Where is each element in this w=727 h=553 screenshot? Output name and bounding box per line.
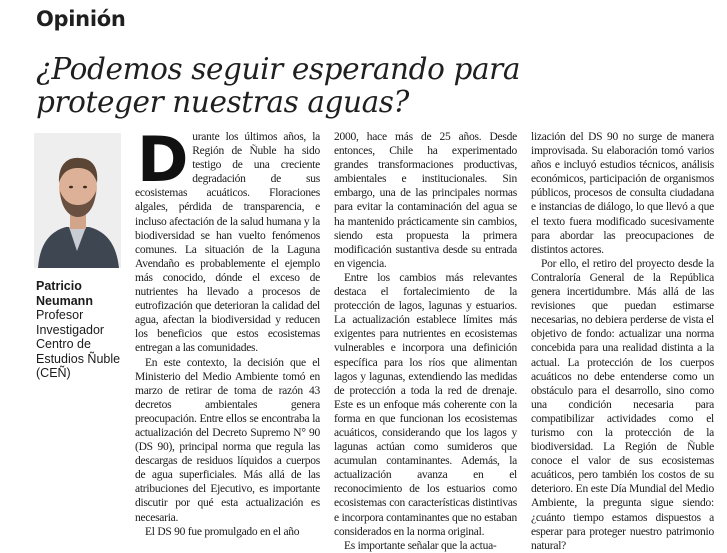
paragraph: Entre los cambios más relevantes destaca el fortalecimiento de la protección de lagos, lagunas y estuarios. La actualización establece límites más exigentes para nutrientes en ecosistemas vulnerables e incorpora una definición específica para los ríos que alimentan lagos y lagunas, extendiendo las medidas de protección a toda la red de drenaje. Este es un enfoque más coherente con la forma en que funcionan los ecosistemas acuáticos, considerando que los lagos y lagunas actúan como sumideros que acumulan contaminantes. Además, la actualización avanza en el reconocimiento de los estuarios como ecosistemas con características distintivas e incorpora contaminantes que no estaban considerados en la norma original. (334, 271, 517, 538)
author-role-4: Estudios Ñuble (36, 351, 121, 366)
author-role-1: Profesor (36, 308, 84, 322)
author-role-5: (CEÑ) (36, 366, 71, 380)
author-last-name: Neumann (36, 293, 93, 308)
author-first-name: Patricio (36, 279, 82, 293)
author-byline (36, 279, 132, 381)
paragraph: Por ello, el retiro del proyecto desde la Contraloría General de la República genera incertidumbre. Más allá de las revisiones que puedan estimarse necesarias, no debiera perderse de vista el objetivo de fondo: actualizar una norma concebida para una realidad distinta a la actual. La protección de los cuerpos acuáticos no debe entenderse como un obstáculo para el desarrollo, sino como una condición necesaria para compatibilizar actividades como el turismo con la protección de la biodiversidad. La Región de Ñuble conoce el valor de sus ecosistemas acuáticos, pero también los costos de su deterioro. En este Día Mundial del Medio Ambiente, la pregunta sigue siendo: ¿cuánto tiempo estamos dispuestos a esperar para proteger nuestro patrimonio natural? (531, 257, 714, 552)
author-role-2: Investigador (36, 322, 105, 337)
paragraph-text: urante los últimos años, la Región de Ñuble ha sido testigo de una creciente degradación de sus ecosistemas acuáticos. Floraciones algales, pérdida de transparencia, e incluso afectación de la salud humana y la biodiversidad se han vuelto fenómenos comunes. La situación de la Laguna Avendaño es probablemente el ejemplo más conocido, dónde el exceso de nutrientes ha llevado a procesos de eutrofización que deterioran la calidad del agua, afectan la biodiversidad y reducen los beneficios que estos ecosistemas entregan a las comunidades. (135, 131, 320, 355)
author-role-3: Centro de (36, 337, 91, 351)
author-photo (34, 133, 121, 268)
paragraph: Es importante señalar que la actua- (344, 539, 497, 552)
paragraph: En este contexto, la decisión que el Ministerio del Medio Ambiente tomó en marzo de retirar de toma de razón 43 decretos ambientales genera preocupación. Entre ellos se encontraba la actualización del Decreto Supremo N° 90 (DS 90), principal norma que regula las descargas de residuos líquidos a cuerpos de agua superficiales. Más allá de las atribuciones del Ejecutivo, es importante discutir por qué esta actualización es necesaria. (135, 356, 320, 524)
headline-line-2: proteger nuestras aguas? (36, 85, 409, 119)
headline-line-1: ¿Podemos seguir esperando para (36, 52, 521, 86)
paragraph: lización del DS 90 no surge de manera improvisada. Su elaboración tomó varios años e incluyó estudios técnicos, análisis económicos, participación de organismos públicos, procesos de consulta ciudadana e instancias de diálogo, lo que llevó a que el texto fuera modificado sucesivamente para abordar las preocupaciones de distintos actores. (531, 131, 714, 256)
paragraph: 2000, hace más de 25 años. Desde entonces, Chile ha experimentado grandes transformaciones productivas, ambientales e institucionales. Sin embargo, una de las principales normas para evitar la contaminación del agua se ha mantenido prácticamente sin cambios, siendo esta propuesta la primera modificación sustantiva desde su entrada en vigencia. (334, 131, 517, 270)
paragraph: El DS 90 fue promulgado en el año (145, 525, 300, 538)
section-label: Opinión (36, 7, 126, 31)
author-portrait-image (34, 133, 121, 268)
drop-cap: D (137, 123, 189, 196)
headline (36, 53, 696, 119)
article-column-2 (334, 130, 517, 553)
article-column-3 (531, 130, 714, 553)
paragraph (135, 123, 320, 356)
article-column-1 (135, 123, 320, 539)
